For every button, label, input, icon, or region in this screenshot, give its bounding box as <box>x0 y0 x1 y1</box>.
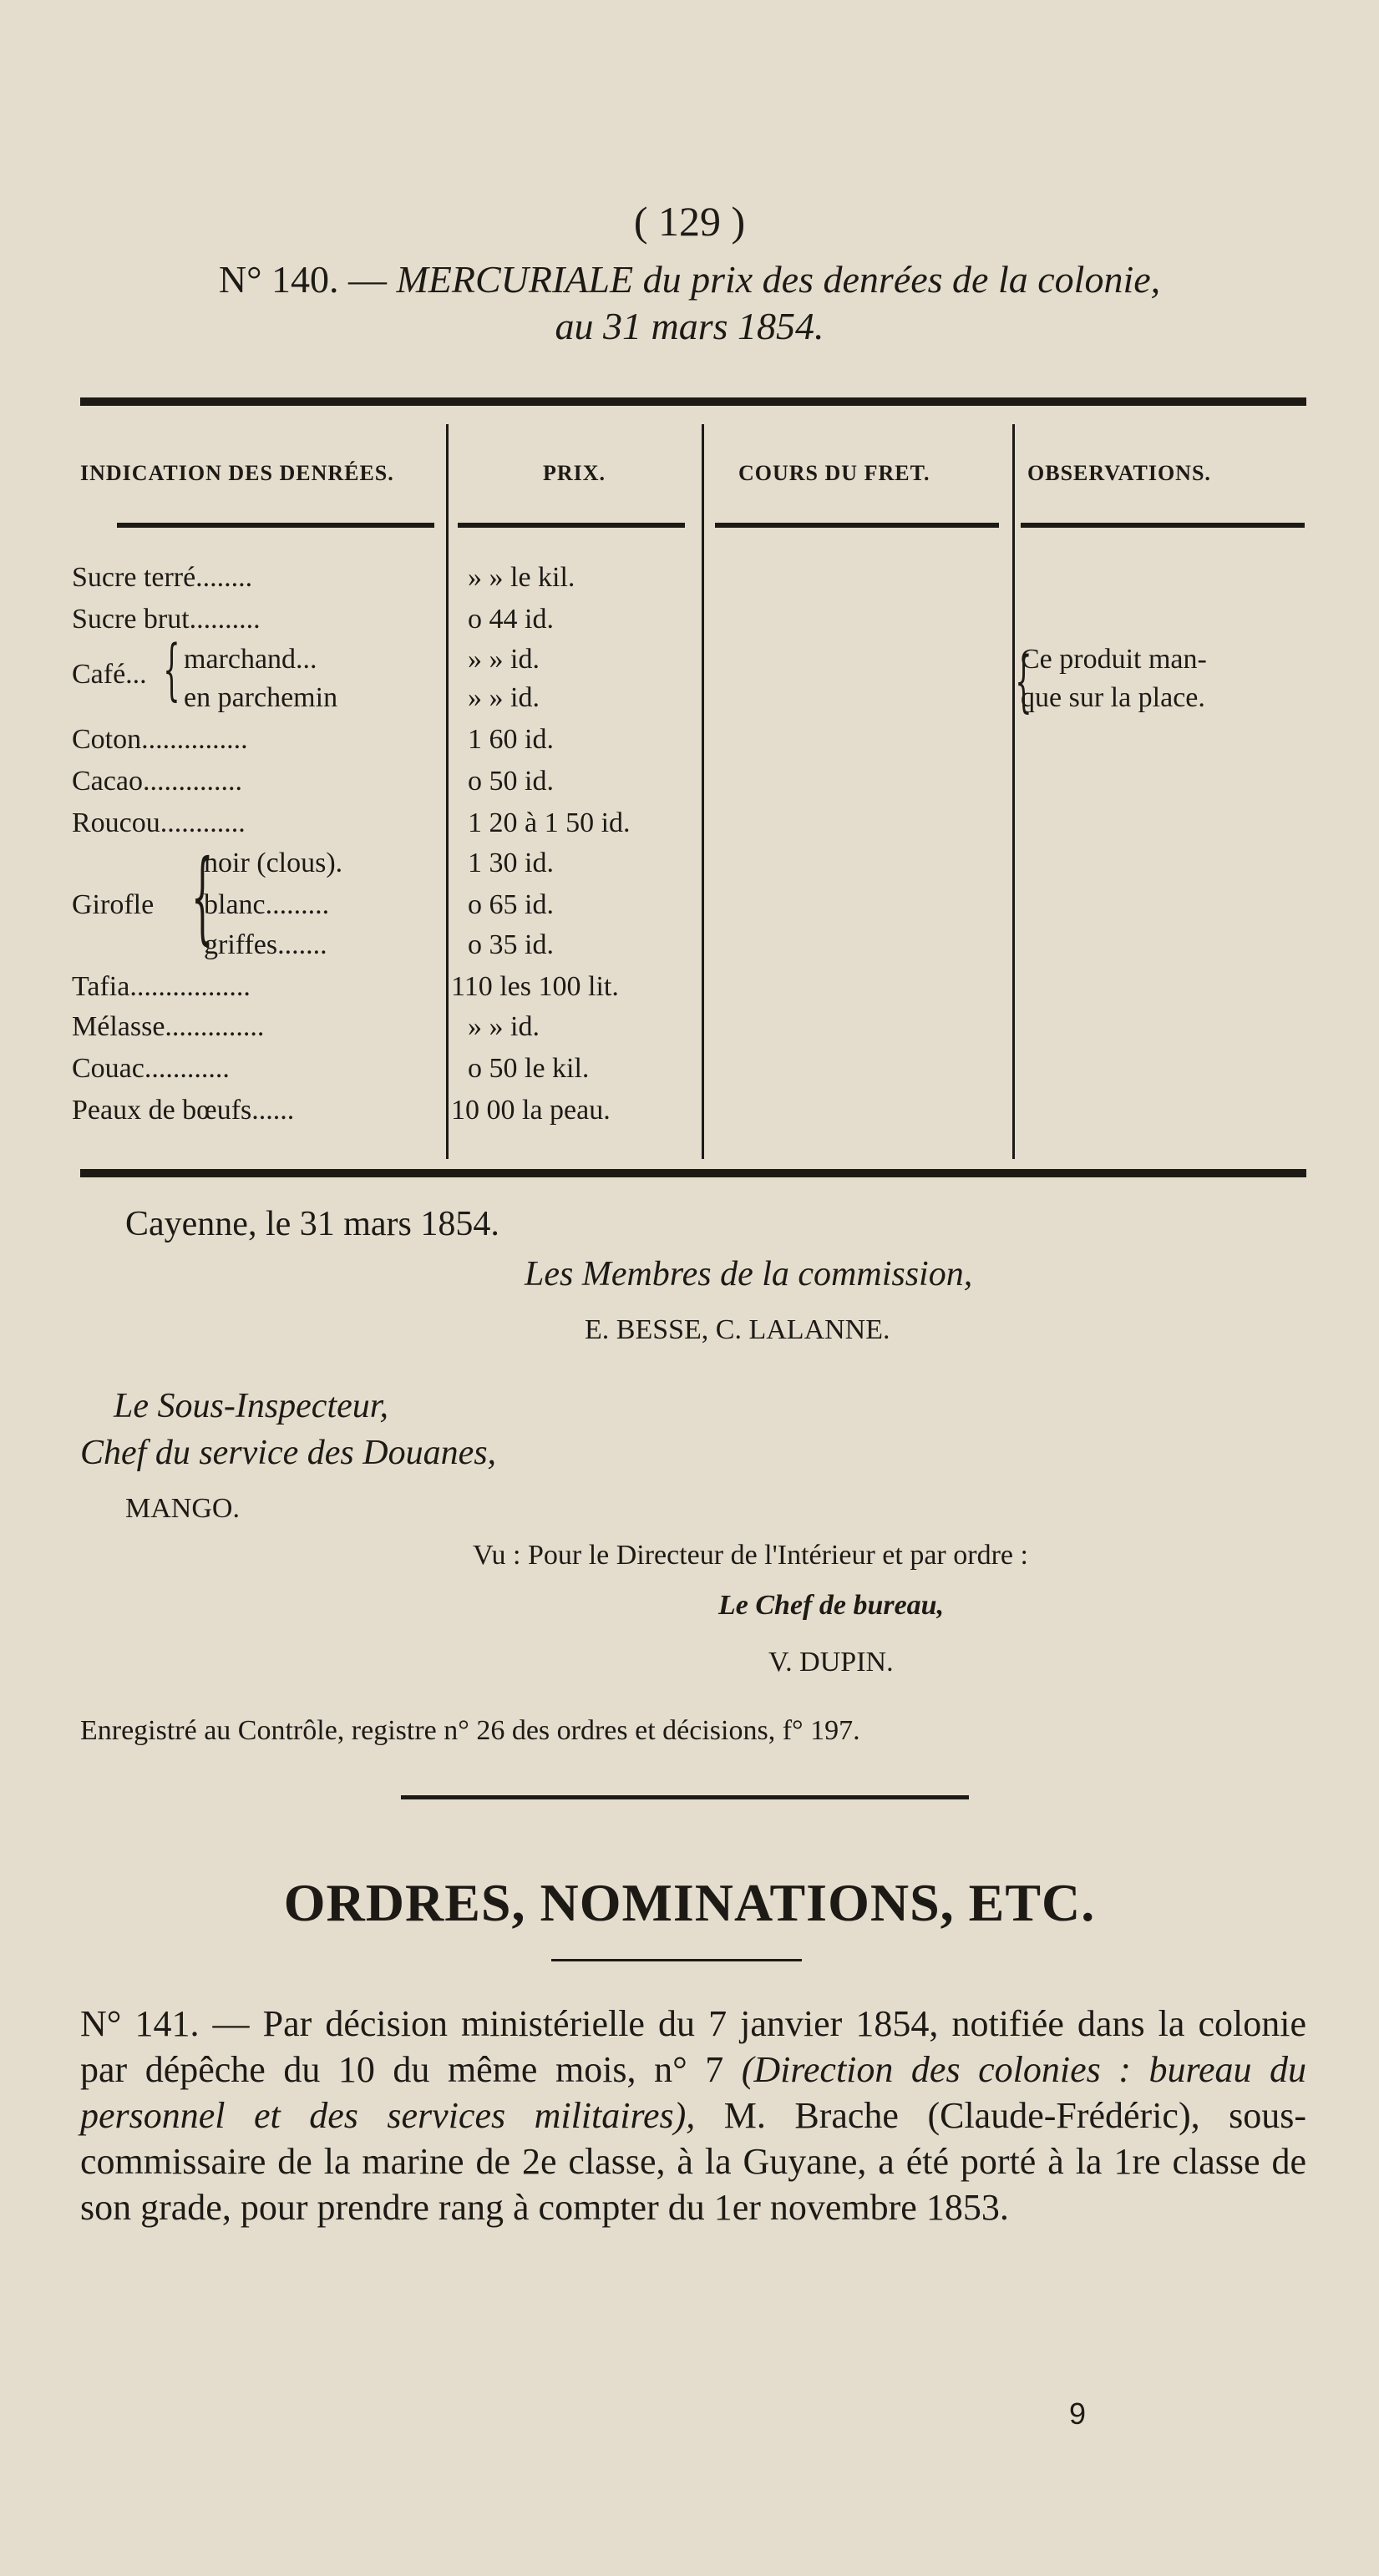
section-divider <box>401 1795 969 1799</box>
inspector-name: MANGO. <box>125 1493 240 1524</box>
row-price: 1 60 id. <box>468 724 554 755</box>
document-title-date: au 31 mars 1854. <box>555 305 824 347</box>
row-name: Peaux de bœufs...... <box>72 1095 295 1126</box>
column-divider <box>702 424 704 1159</box>
observation-text: Ce produit man- <box>1021 644 1207 675</box>
column-rule <box>715 523 999 528</box>
row-name: Couac............ <box>72 1053 230 1084</box>
row-price: o 44 id. <box>468 604 554 635</box>
order-person: M. Brache (Claude-Frédéric), sous-commissaire de la marine de 2e classe, à la Guyane, a été porté à la 1re classe de son grade, pour prendre rang à compter du 1er novembre 1853. <box>80 2095 1306 2228</box>
row-price: » » id. <box>468 682 540 713</box>
header-indication: INDICATION DES DENRÉES. <box>80 461 394 485</box>
signature-mark: 9 <box>1069 2396 1087 2431</box>
inspector-title: Chef du service des Douanes, <box>80 1434 497 1472</box>
header-observations: OBSERVATIONS. <box>1027 461 1211 485</box>
table-bottom-rule <box>80 1169 1306 1177</box>
observation-text: que sur la place. <box>1021 682 1205 713</box>
bureau-name: V. DUPIN. <box>768 1647 894 1678</box>
row-name: noir (clous). <box>204 848 343 878</box>
column-rule <box>458 523 685 528</box>
section-heading: ORDRES, NOMINATIONS, ETC. <box>283 1873 1096 1932</box>
row-price: o 50 le kil. <box>468 1053 590 1084</box>
row-price: » » id. <box>468 1011 540 1042</box>
column-rule <box>117 523 434 528</box>
row-price: o 35 id. <box>468 929 554 960</box>
row-name: Cacao.............. <box>72 766 242 797</box>
members-names: E. BESSE, C. LALANNE. <box>585 1314 890 1345</box>
row-price: 10 00 la peau. <box>451 1095 611 1126</box>
section-divider <box>551 1959 802 1961</box>
row-price: » » le kil. <box>468 562 575 593</box>
title-text: MERCURIALE du prix des denrées de la colonie, <box>396 258 1161 301</box>
page-number: ( 129 ) <box>633 198 746 245</box>
row-price: 1 20 à 1 50 id. <box>468 807 631 838</box>
row-price: o 65 id. <box>468 889 554 920</box>
group-label-cafe: Café... <box>72 659 147 690</box>
order-text: Par décision ministérielle du 7 janvier 1854, notifiée dans la colonie par dépêche du 10 du même mois, n° 7 <box>80 2003 1306 2090</box>
row-name: Mélasse.............. <box>72 1011 265 1042</box>
members-title: Les Membres de la commission, <box>525 1255 973 1293</box>
document-title <box>0 256 1379 304</box>
vu-line: Vu : Pour le Directeur de l'Intérieur et par ordre : <box>473 1540 1028 1571</box>
brace-icon: { <box>190 839 214 955</box>
header-cours-fret: COURS DU FRET. <box>738 461 930 485</box>
order-number: N° 141. — <box>80 2003 250 2044</box>
row-name: marchand... <box>184 644 317 675</box>
row-price: » » id. <box>468 644 540 675</box>
header-prix: PRIX. <box>543 461 606 485</box>
order-paragraph <box>80 2001 1306 2230</box>
row-name: en parchemin <box>184 682 338 713</box>
row-name: Tafia................. <box>72 971 251 1002</box>
row-name: blanc......... <box>204 889 330 920</box>
column-rule <box>1021 523 1305 528</box>
group-label-girofle: Girofle <box>72 889 155 920</box>
place-date: Cayenne, le 31 mars 1854. <box>125 1205 499 1243</box>
row-price: 1 30 id. <box>468 848 554 878</box>
bureau-title: Le Chef de bureau, <box>718 1590 945 1621</box>
row-name: griffes....... <box>204 929 327 960</box>
brace-icon: { <box>163 630 180 708</box>
row-name: Coton............... <box>72 724 248 755</box>
row-price: o 50 id. <box>468 766 554 797</box>
column-divider <box>1012 424 1015 1159</box>
title-number: N° 140. — <box>218 258 387 301</box>
table-top-rule <box>80 397 1306 406</box>
row-name: Sucre terré........ <box>72 562 253 593</box>
brace-icon: { <box>1015 642 1032 720</box>
column-divider <box>446 424 449 1159</box>
row-name: Roucou............ <box>72 807 246 838</box>
inspector-title: Le Sous-Inspecteur, <box>114 1387 388 1425</box>
registered-note: Enregistré au Contrôle, registre n° 26 des ordres et décisions, f° 197. <box>80 1715 860 1746</box>
order-direction: (Direction des colonies : bureau du personnel et des services militaires), <box>80 2049 1307 2136</box>
row-price: 110 les 100 lit. <box>451 971 619 1002</box>
row-name: Sucre brut.......... <box>72 604 261 635</box>
